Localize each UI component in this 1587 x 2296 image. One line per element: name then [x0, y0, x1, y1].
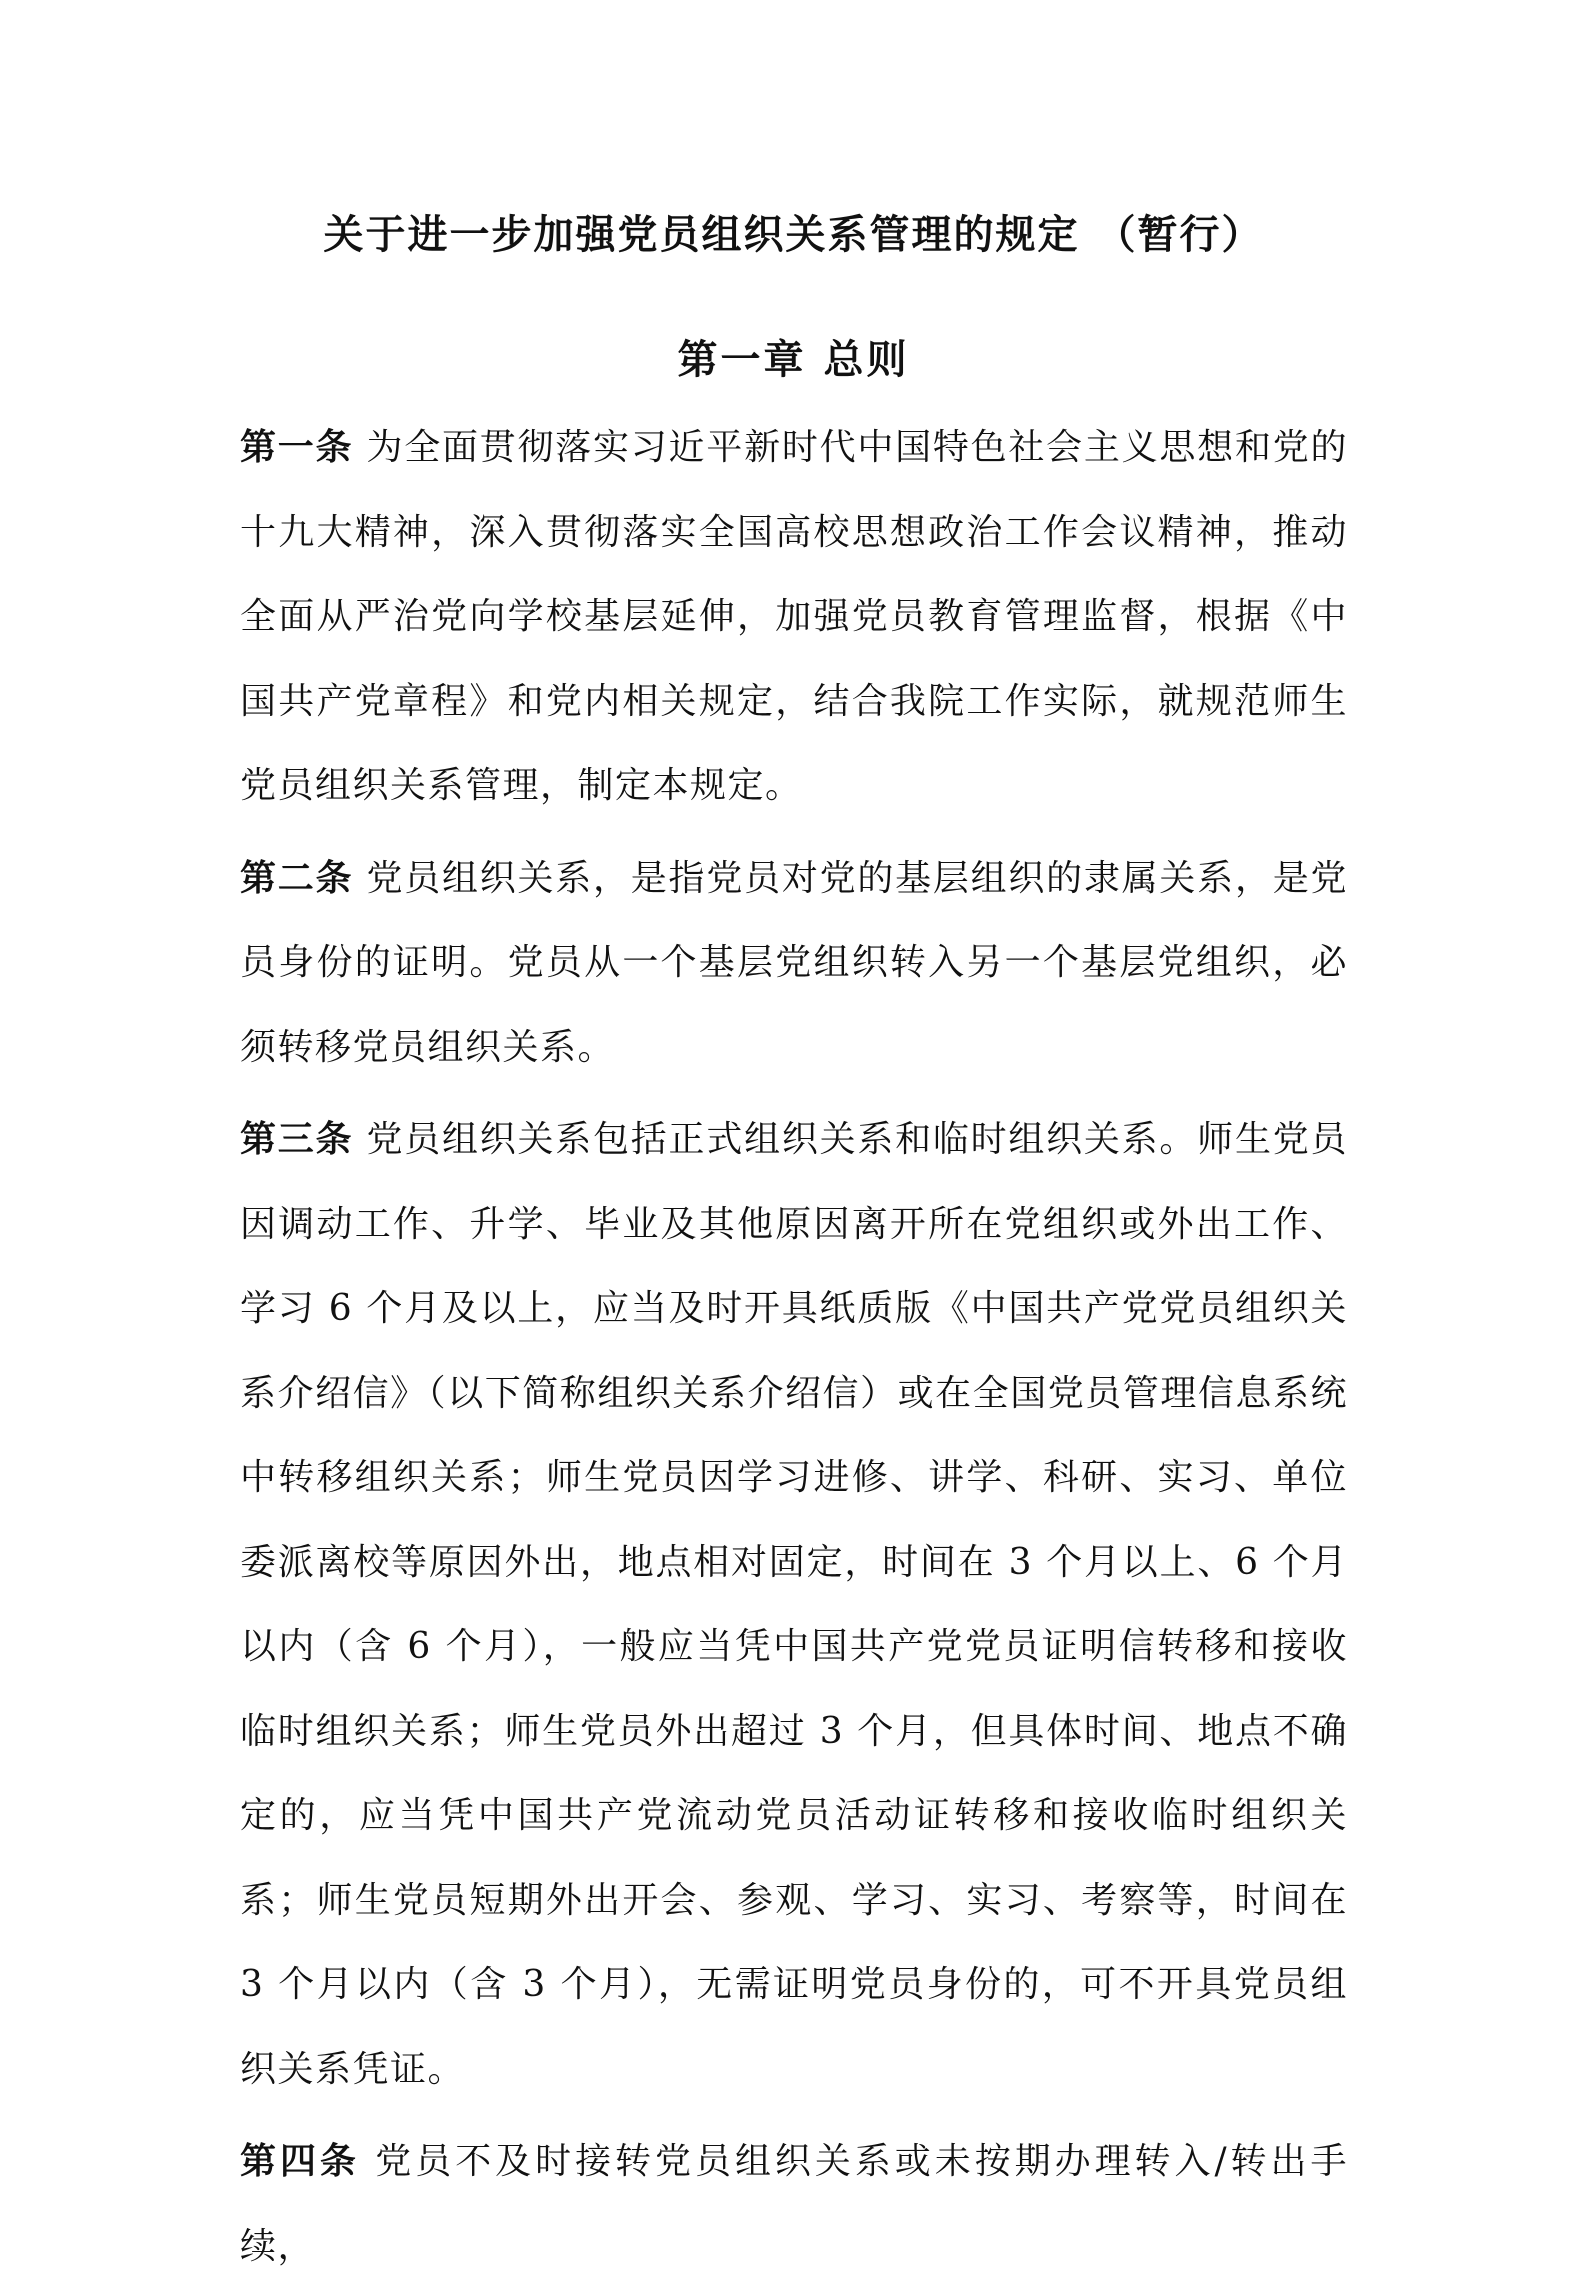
article-text: 为全面贯彻落实习近平新时代中国特色社会主义思想和党的十九大精神，深入贯彻落实全国高校思想政治工作会议精神，推动全面从严治党向学校基层延伸，加强党员教育管理监督，根据《中国共产党章程》和党内相关规定，结合我院工作实际，就规范师生党员组织关系管理，制定本规定。: [240, 427, 1348, 806]
article-text: 党员组织关系，是指党员对党的基层组织的隶属关系，是党员身份的证明。党员从一个基层党组织转入另一个基层党组织，必须转移党员组织关系。: [240, 857, 1348, 1068]
chapter-title: 第一章 总则: [677, 336, 910, 383]
article-label: 第二条: [240, 856, 354, 899]
article-4: [240, 2119, 1348, 2289]
article-text: 党员组织关系包括正式组织关系和临时组织关系。师生党员因调动工作、升学、毕业及其他原因离开所在党组织或外出工作、学习 6 个月及以上，应当及时开具纸质版《中国共产党党员组织关系介绍信》（以下简称组织关系介绍信）或在全国党员管理信息系统中转移组织关系；师生党员因学习进修、讲学、科研、实习、单位委派离校等原因外出，地点相对固定，时间在 3 个月以上、6 个月以内（含 6 个月），一般应当凭中国共产党党员证明信转移和接收临时组织关系；师生党员外出超过 3 个月，但具体时间、地点不确定的，应当凭中国共产党流动党员活动证转移和接收临时组织关系；师生党员短期外出开会、参观、学习、实习、考察等，时间在 3 个月以内（含 3 个月），无需证明党员身份的，可不开具党员组织关系凭证。: [240, 1119, 1348, 2090]
document-body: [240, 405, 1348, 2296]
document-title: 关于进一步加强党员组织关系管理的规定 （暂行）: [323, 211, 1264, 258]
article-label: 第三条: [240, 1118, 354, 1160]
article-3: [240, 1097, 1348, 2112]
article-text: 党员不及时接转党员组织关系或未按期办理转入/转出手续，: [240, 2141, 1348, 2267]
article-label: 第一条: [240, 426, 354, 468]
article-2: [240, 836, 1348, 1091]
article-label: 第四条: [240, 2140, 360, 2182]
article-1: [240, 405, 1348, 829]
